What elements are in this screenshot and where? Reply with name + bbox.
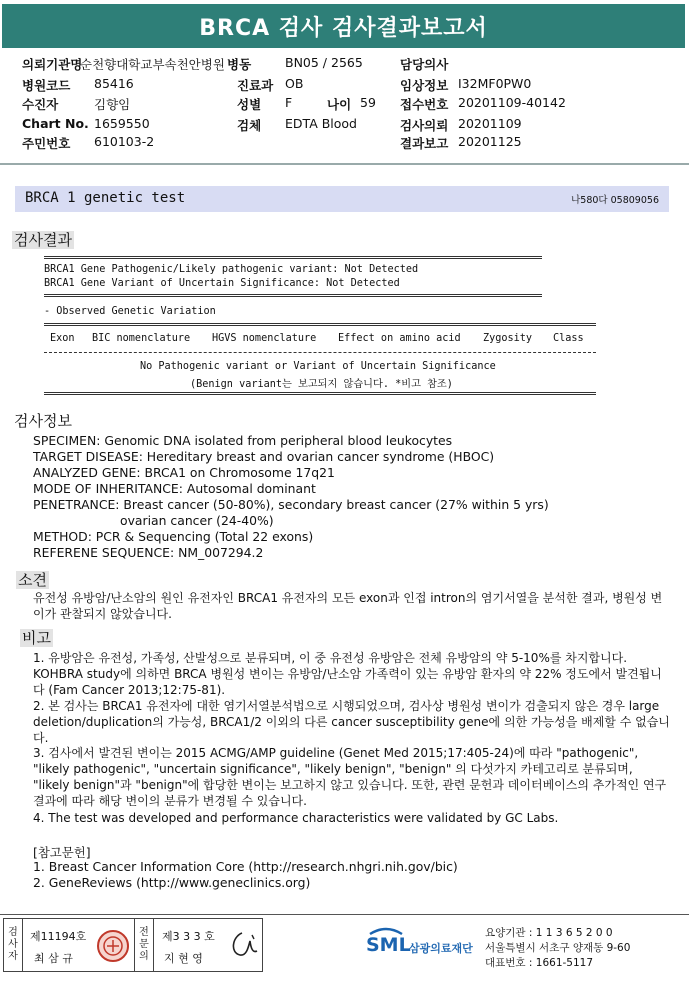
header-divider	[0, 163, 689, 165]
sex-label: 성별	[237, 97, 262, 112]
report-title: BRCA 검사 검사결과보고서	[2, 4, 685, 48]
col-zygosity: Zygosity	[483, 333, 533, 344]
specialist-license: 제3 3 3 호	[162, 930, 215, 943]
lab-address: 서울특별시 서초구 양재동 9-60	[485, 942, 631, 954]
table-rule	[44, 323, 596, 326]
result-heading: 검사결과	[14, 231, 72, 249]
result-rule	[44, 294, 542, 297]
age-value: 59	[360, 95, 376, 110]
sex-value: F	[285, 95, 293, 110]
clinical-label: 임상정보	[400, 78, 449, 93]
remark-2: 2. 본 검사는 BRCA1 유전자에 대한 염기서열분석법으로 시행되었으며, 검사상 병원성 변이가 검출되지 않은 경우 large deletion/duplication의 가능성, BRCA1/2 이외의 다른 cancer susceptibility gene에 의한 가능성을 배제할 수 없습니다.	[33, 699, 670, 745]
lab-logo	[366, 926, 476, 962]
reference-2: 2. GeneReviews (http://www.geneclinics.org)	[33, 875, 311, 890]
request-value: 20201109	[458, 116, 522, 131]
patient-value: 김향임	[94, 97, 131, 112]
inspector-license: 제11194호	[30, 930, 87, 943]
specimen-value: EDTA Blood	[285, 116, 357, 131]
lab-phone: 대표번호 : 1661-5117	[485, 957, 594, 969]
receipt-label: 접수번호	[400, 97, 449, 112]
table-rule	[44, 392, 596, 395]
observed-variation: - Observed Genetic Variation	[44, 306, 216, 317]
reference-1: 1. Breast Cancer Information Core (http://research.nhgri.nih.gov/bic)	[33, 859, 458, 874]
footer-divider	[0, 914, 689, 915]
info-penetrance-ovarian: ovarian cancer (24-40%)	[120, 513, 274, 528]
col-bic: BIC nomenclature	[92, 333, 191, 344]
age-label: 나이	[327, 97, 352, 112]
gene-test-title: BRCA 1 genetic test	[25, 190, 186, 206]
signature-icon	[224, 927, 260, 963]
specimen-label: 검체	[237, 118, 262, 133]
info-gene: ANALYZED GENE: BRCA1 on Chromosome 17q21	[33, 465, 335, 480]
dept-label: 진료과	[237, 78, 274, 93]
id-label: 주민번호	[22, 136, 71, 151]
opinion-text: 유전성 유방암/난소암의 원인 유전자인 BRCA1 유전자의 모든 exon과 인접 intron의 염기서열을 분석한 결과, 병원성 변이가 관찰되지 않았습니다.	[33, 591, 663, 621]
chart-label: Chart No.	[22, 116, 89, 131]
id-value: 610103-2	[94, 134, 155, 149]
gene-test-bar	[15, 186, 669, 212]
request-label: 검사의뢰	[400, 118, 449, 133]
benign-note: (Benign variant는 보고되지 않습니다. *비고 참조)	[190, 379, 453, 390]
doctor-label: 담당의사	[400, 57, 449, 72]
info-penetrance: PENETRANCE: Breast cancer (50-80%), secondary breast cancer (27% within 5 yrs)	[33, 497, 549, 512]
remark-3: 3. 검사에서 발견된 변이는 2015 ACMG/AMP guideline (Genet Med 2015;17:405-24)에 따라 "pathogenic", "likely pathogenic", "uncertain significance", "likely benign", "benign" 의 다섯가지 카테고리로 분류되며, "likely benign"과 "benign"에 합당한 변이는 보고하지 않고 있습니다. 또한, 관련 문헌과 데이터베이스의 추가적인 연구 결과에 따라 해당 변이의 분류가 변경될 수 있습니다.	[33, 746, 667, 808]
references-heading: [참고문헌]	[33, 845, 91, 860]
col-hgvs: HGVS nomenclature	[212, 333, 317, 344]
result-rule	[44, 256, 542, 259]
dept-value: OB	[285, 76, 304, 91]
table-rule	[44, 352, 596, 353]
report-value: 20201125	[458, 134, 522, 149]
result-vus: BRCA1 Gene Variant of Uncertain Significance: Not Detected	[44, 278, 400, 289]
remark-1: 1. 유방암은 유전성, 가족성, 산발성으로 분류되며, 이 중 유전성 유방암은 전체 유방암의 약 5-10%를 차지합니다. KOHBRA study에 의하면 BRCA 병원성 변이는 유방암/난소암 가족력이 있는 유방암 환자의 약 22% 정도에서 발견됩니다 (Fam Cancer 2013;12:75-81).	[33, 651, 662, 697]
col-effect: Effect on amino acid	[338, 333, 461, 344]
inspector-label: 검사자	[4, 919, 23, 971]
no-variant-note: No Pathogenic variant or Variant of Uncertain Significance	[140, 361, 496, 372]
col-class: Class	[553, 333, 584, 344]
col-exon: Exon	[50, 333, 75, 344]
signature-box	[3, 918, 263, 972]
patient-label: 수진자	[22, 97, 59, 112]
info-heading: 검사정보	[14, 412, 72, 430]
chart-value: 1659550	[94, 116, 150, 131]
report-label: 결과보고	[400, 136, 449, 151]
hospital-value: 순천향대학교부속천안병원	[80, 57, 225, 72]
result-pathogenic: BRCA1 Gene Pathogenic/Likely pathogenic variant: Not Detected	[44, 264, 419, 275]
specialist-label: 전문의	[134, 919, 154, 971]
specialist-name: 지 현 영	[164, 952, 203, 965]
info-method: METHOD: PCR & Sequencing (Total 22 exons)	[33, 529, 314, 544]
inspector-name: 최 삼 규	[34, 952, 73, 965]
lab-logo-text: SML	[366, 934, 411, 956]
info-inheritance: MODE OF INHERITANCE: Autosomal dominant	[33, 481, 316, 496]
info-specimen: SPECIMEN: Genomic DNA isolated from peripheral blood leukocytes	[33, 433, 453, 448]
ward-label: 병동	[227, 57, 252, 72]
clinical-value: I32MF0PW0	[458, 76, 532, 91]
lab-name: 삼광의료재단	[409, 942, 473, 955]
lab-code: 요양기관 : 1 1 3 6 5 2 0 0	[485, 927, 613, 939]
remarks-heading: 비고	[22, 629, 51, 647]
seal-stamp-icon	[96, 929, 130, 963]
code-value: 85416	[94, 76, 134, 91]
opinion-heading: 소견	[18, 571, 47, 589]
receipt-value: 20201109-40142	[458, 95, 566, 110]
info-disease: TARGET DISEASE: Hereditary breast and ovarian cancer syndrome (HBOC)	[33, 449, 495, 464]
ward-value: BN05 / 2565	[285, 55, 363, 70]
gene-test-code: 나580다 05809056	[571, 195, 659, 206]
info-reference: REFERENE SEQUENCE: NM_007294.2	[33, 545, 264, 560]
hospital-label: 의뢰기관명	[22, 57, 83, 72]
code-label: 병원코드	[22, 78, 71, 93]
remark-4: 4. The test was developed and performance characteristics were validated by GC Labs.	[33, 811, 559, 825]
